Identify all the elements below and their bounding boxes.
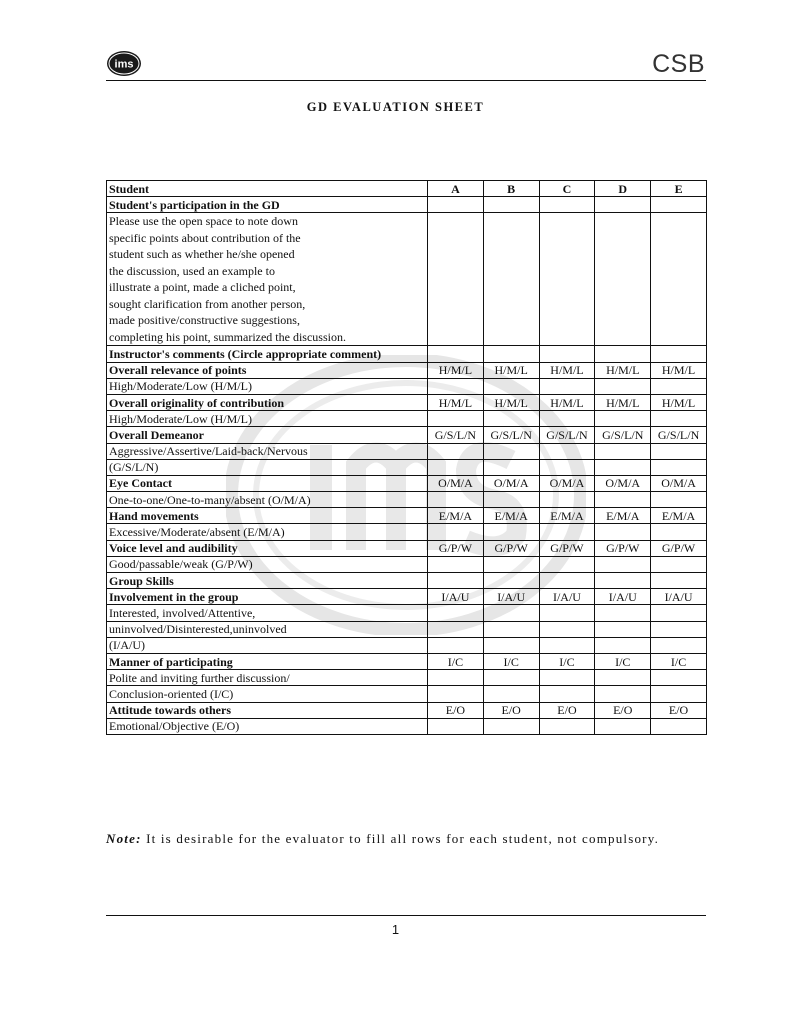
criterion-label: High/Moderate/Low (H/M/L) — [107, 378, 428, 394]
score-cell-b[interactable]: H/M/L — [483, 362, 539, 378]
score-cell-c[interactable] — [539, 213, 595, 346]
score-cell-a[interactable] — [428, 213, 484, 346]
score-cell-b[interactable] — [483, 411, 539, 427]
score-cell-c[interactable]: I/C — [539, 653, 595, 669]
criterion-label: Involvement in the group — [107, 589, 428, 605]
score-cell-e[interactable]: I/A/U — [651, 589, 707, 605]
score-cell-d[interactable] — [595, 524, 651, 540]
column-header-b: B — [483, 181, 539, 197]
score-cell-c[interactable]: G/S/L/N — [539, 427, 595, 443]
score-cell-b[interactable] — [483, 346, 539, 362]
score-cell-a[interactable] — [428, 556, 484, 572]
score-cell-d[interactable]: H/M/L — [595, 394, 651, 410]
score-cell-e[interactable] — [651, 492, 707, 508]
score-cell-b[interactable] — [483, 573, 539, 589]
score-cell-b[interactable] — [483, 670, 539, 686]
score-cell-a[interactable] — [428, 605, 484, 621]
header-divider — [106, 80, 706, 81]
note-text: It is desirable for the evaluator to fill all rows for each student, not compulsory. — [146, 831, 660, 846]
criterion-label: Instructor's comments (Circle appropriate comment) — [107, 346, 428, 362]
table-row — [107, 718, 707, 734]
table-row — [107, 427, 707, 443]
score-cell-c[interactable] — [539, 670, 595, 686]
page-number: 1 — [391, 922, 400, 937]
table-row — [107, 556, 707, 572]
score-cell-c[interactable]: G/P/W — [539, 540, 595, 556]
score-cell-b[interactable]: H/M/L — [483, 394, 539, 410]
score-cell-d[interactable]: G/P/W — [595, 540, 651, 556]
score-cell-a[interactable] — [428, 411, 484, 427]
score-cell-c[interactable]: H/M/L — [539, 394, 595, 410]
score-cell-a[interactable] — [428, 443, 484, 459]
score-cell-b[interactable]: I/C — [483, 653, 539, 669]
score-cell-d[interactable]: I/A/U — [595, 589, 651, 605]
score-cell-b[interactable] — [483, 524, 539, 540]
criterion-label: Voice level and audibility — [107, 540, 428, 556]
score-cell-e[interactable]: H/M/L — [651, 362, 707, 378]
score-cell-c[interactable] — [539, 411, 595, 427]
score-cell-d[interactable] — [595, 621, 651, 637]
table-row — [107, 394, 707, 410]
score-cell-e[interactable]: E/O — [651, 702, 707, 718]
score-cell-a[interactable]: E/M/A — [428, 508, 484, 524]
score-cell-b[interactable] — [483, 443, 539, 459]
ims-logo — [106, 50, 142, 77]
score-cell-a[interactable] — [428, 670, 484, 686]
score-cell-d[interactable]: E/O — [595, 702, 651, 718]
table-row — [107, 670, 707, 686]
note — [106, 831, 659, 847]
score-cell-b[interactable] — [483, 686, 539, 702]
score-cell-b[interactable] — [483, 605, 539, 621]
score-cell-b[interactable] — [483, 197, 539, 213]
score-cell-d[interactable] — [595, 686, 651, 702]
score-cell-c[interactable] — [539, 637, 595, 653]
score-cell-b[interactable]: G/S/L/N — [483, 427, 539, 443]
score-cell-d[interactable] — [595, 213, 651, 346]
score-cell-b[interactable]: E/M/A — [483, 508, 539, 524]
score-cell-d[interactable] — [595, 637, 651, 653]
brand-name: CSB — [652, 50, 705, 78]
score-cell-c[interactable]: E/M/A — [539, 508, 595, 524]
criterion-label: Attitude towards others — [107, 702, 428, 718]
table-row — [107, 362, 707, 378]
score-cell-a[interactable] — [428, 492, 484, 508]
score-cell-e[interactable]: O/M/A — [651, 475, 707, 491]
score-cell-c[interactable]: E/O — [539, 702, 595, 718]
evaluation-table — [106, 180, 707, 735]
score-cell-e[interactable] — [651, 524, 707, 540]
score-cell-c[interactable] — [539, 556, 595, 572]
score-cell-e[interactable] — [651, 411, 707, 427]
score-cell-b[interactable]: O/M/A — [483, 475, 539, 491]
score-cell-a[interactable]: G/P/W — [428, 540, 484, 556]
table-row — [107, 605, 707, 621]
score-cell-d[interactable] — [595, 718, 651, 734]
table-row — [107, 686, 707, 702]
criterion-label: Polite and inviting further discussion/ — [107, 670, 428, 686]
criterion-label: One-to-one/One-to-many/absent (O/M/A) — [107, 492, 428, 508]
column-header-student: Student — [107, 181, 428, 197]
score-cell-e[interactable] — [651, 573, 707, 589]
criterion-label: Overall originality of contribution — [107, 394, 428, 410]
score-cell-b[interactable] — [483, 459, 539, 475]
criterion-label: Please use the open space to note down specific points about contribution of the student such as whether he/she opened the discussion, used an example to illustrate a point, made a cliched point, sought clarification from another person, made positive/constructive suggestions, completing his point, summarized the discussion. — [107, 213, 428, 346]
score-cell-b[interactable] — [483, 556, 539, 572]
score-cell-d[interactable] — [595, 492, 651, 508]
table-row — [107, 653, 707, 669]
table-row — [107, 524, 707, 540]
score-cell-c[interactable] — [539, 346, 595, 362]
table-row — [107, 443, 707, 459]
score-cell-b[interactable] — [483, 378, 539, 394]
score-cell-d[interactable]: G/S/L/N — [595, 427, 651, 443]
score-cell-e[interactable] — [651, 443, 707, 459]
score-cell-b[interactable] — [483, 213, 539, 346]
table-row — [107, 573, 707, 589]
score-cell-c[interactable] — [539, 573, 595, 589]
score-cell-a[interactable] — [428, 573, 484, 589]
score-cell-d[interactable] — [595, 346, 651, 362]
criterion-label: Group Skills — [107, 573, 428, 589]
score-cell-c[interactable] — [539, 197, 595, 213]
score-cell-a[interactable]: O/M/A — [428, 475, 484, 491]
score-cell-a[interactable] — [428, 378, 484, 394]
table-header-row — [107, 181, 707, 197]
table-row — [107, 492, 707, 508]
criterion-label: Manner of participating — [107, 653, 428, 669]
score-cell-a[interactable]: E/O — [428, 702, 484, 718]
table-row — [107, 508, 707, 524]
score-cell-c[interactable] — [539, 443, 595, 459]
table-row — [107, 213, 707, 346]
criterion-label: Good/passable/weak (G/P/W) — [107, 556, 428, 572]
score-cell-c[interactable]: I/A/U — [539, 589, 595, 605]
score-cell-c[interactable] — [539, 492, 595, 508]
score-cell-e[interactable] — [651, 718, 707, 734]
page-title: GD EVALUATION SHEET — [306, 100, 485, 114]
table-row — [107, 637, 707, 653]
score-cell-e[interactable] — [651, 213, 707, 346]
table-row — [107, 621, 707, 637]
criterion-label: Overall relevance of points — [107, 362, 428, 378]
score-cell-c[interactable] — [539, 459, 595, 475]
score-cell-e[interactable]: I/C — [651, 653, 707, 669]
score-cell-d[interactable] — [595, 197, 651, 213]
score-cell-e[interactable]: G/P/W — [651, 540, 707, 556]
score-cell-a[interactable]: H/M/L — [428, 394, 484, 410]
table-row — [107, 589, 707, 605]
score-cell-a[interactable] — [428, 197, 484, 213]
score-cell-a[interactable] — [428, 346, 484, 362]
score-cell-a[interactable] — [428, 686, 484, 702]
score-cell-e[interactable] — [651, 346, 707, 362]
score-cell-d[interactable] — [595, 443, 651, 459]
score-cell-e[interactable] — [651, 459, 707, 475]
criterion-label: High/Moderate/Low (H/M/L) — [107, 411, 428, 427]
note-label: Note: — [106, 831, 142, 846]
table-row — [107, 346, 707, 362]
score-cell-d[interactable] — [595, 556, 651, 572]
score-cell-a[interactable] — [428, 718, 484, 734]
score-cell-d[interactable] — [595, 573, 651, 589]
footer-divider — [106, 915, 706, 916]
table-row — [107, 540, 707, 556]
table-row — [107, 475, 707, 491]
score-cell-e[interactable] — [651, 670, 707, 686]
column-header-c: C — [539, 181, 595, 197]
criterion-label: Conclusion-oriented (I/C) — [107, 686, 428, 702]
table-row — [107, 197, 707, 213]
table-row — [107, 702, 707, 718]
score-cell-e[interactable] — [651, 556, 707, 572]
criterion-label: (I/A/U) — [107, 637, 428, 653]
table-row — [107, 411, 707, 427]
score-cell-c[interactable] — [539, 621, 595, 637]
score-cell-e[interactable]: E/M/A — [651, 508, 707, 524]
score-cell-a[interactable] — [428, 621, 484, 637]
score-cell-b[interactable]: I/A/U — [483, 589, 539, 605]
score-cell-b[interactable]: G/P/W — [483, 540, 539, 556]
score-cell-e[interactable] — [651, 621, 707, 637]
score-cell-a[interactable] — [428, 459, 484, 475]
score-cell-c[interactable] — [539, 378, 595, 394]
score-cell-d[interactable]: O/M/A — [595, 475, 651, 491]
score-cell-d[interactable]: I/C — [595, 653, 651, 669]
criterion-label: Hand movements — [107, 508, 428, 524]
score-cell-e[interactable]: H/M/L — [651, 394, 707, 410]
criterion-label: Eye Contact — [107, 475, 428, 491]
score-cell-c[interactable]: O/M/A — [539, 475, 595, 491]
score-cell-c[interactable] — [539, 718, 595, 734]
score-cell-d[interactable] — [595, 605, 651, 621]
score-cell-a[interactable]: G/S/L/N — [428, 427, 484, 443]
score-cell-e[interactable] — [651, 605, 707, 621]
table-row — [107, 459, 707, 475]
score-cell-b[interactable] — [483, 718, 539, 734]
score-cell-d[interactable] — [595, 378, 651, 394]
score-cell-e[interactable] — [651, 637, 707, 653]
score-cell-e[interactable] — [651, 197, 707, 213]
column-header-e: E — [651, 181, 707, 197]
score-cell-d[interactable] — [595, 670, 651, 686]
criterion-label: Aggressive/Assertive/Laid-back/Nervous — [107, 443, 428, 459]
criterion-label: Excessive/Moderate/absent (E/M/A) — [107, 524, 428, 540]
score-cell-d[interactable] — [595, 411, 651, 427]
criterion-label: uninvolved/Disinterested,uninvolved — [107, 621, 428, 637]
score-cell-b[interactable] — [483, 621, 539, 637]
score-cell-e[interactable] — [651, 686, 707, 702]
score-cell-c[interactable] — [539, 524, 595, 540]
criterion-label: (G/S/L/N) — [107, 459, 428, 475]
score-cell-e[interactable] — [651, 378, 707, 394]
score-cell-e[interactable]: G/S/L/N — [651, 427, 707, 443]
criterion-label: Student's participation in the GD — [107, 197, 428, 213]
logo-text: ims — [114, 58, 134, 71]
score-cell-b[interactable] — [483, 492, 539, 508]
score-cell-b[interactable] — [483, 637, 539, 653]
criterion-label: Overall Demeanor — [107, 427, 428, 443]
score-cell-a[interactable]: H/M/L — [428, 362, 484, 378]
score-cell-c[interactable] — [539, 686, 595, 702]
score-cell-a[interactable]: I/C — [428, 653, 484, 669]
score-cell-c[interactable] — [539, 605, 595, 621]
score-cell-b[interactable]: E/O — [483, 702, 539, 718]
score-cell-d[interactable] — [595, 459, 651, 475]
column-header-d: D — [595, 181, 651, 197]
score-cell-d[interactable]: H/M/L — [595, 362, 651, 378]
score-cell-a[interactable]: I/A/U — [428, 589, 484, 605]
criterion-label: Emotional/Objective (E/O) — [107, 718, 428, 734]
score-cell-d[interactable]: E/M/A — [595, 508, 651, 524]
score-cell-a[interactable] — [428, 524, 484, 540]
score-cell-a[interactable] — [428, 637, 484, 653]
criterion-label: Interested, involved/Attentive, — [107, 605, 428, 621]
table-row — [107, 378, 707, 394]
column-header-a: A — [428, 181, 484, 197]
score-cell-c[interactable]: H/M/L — [539, 362, 595, 378]
